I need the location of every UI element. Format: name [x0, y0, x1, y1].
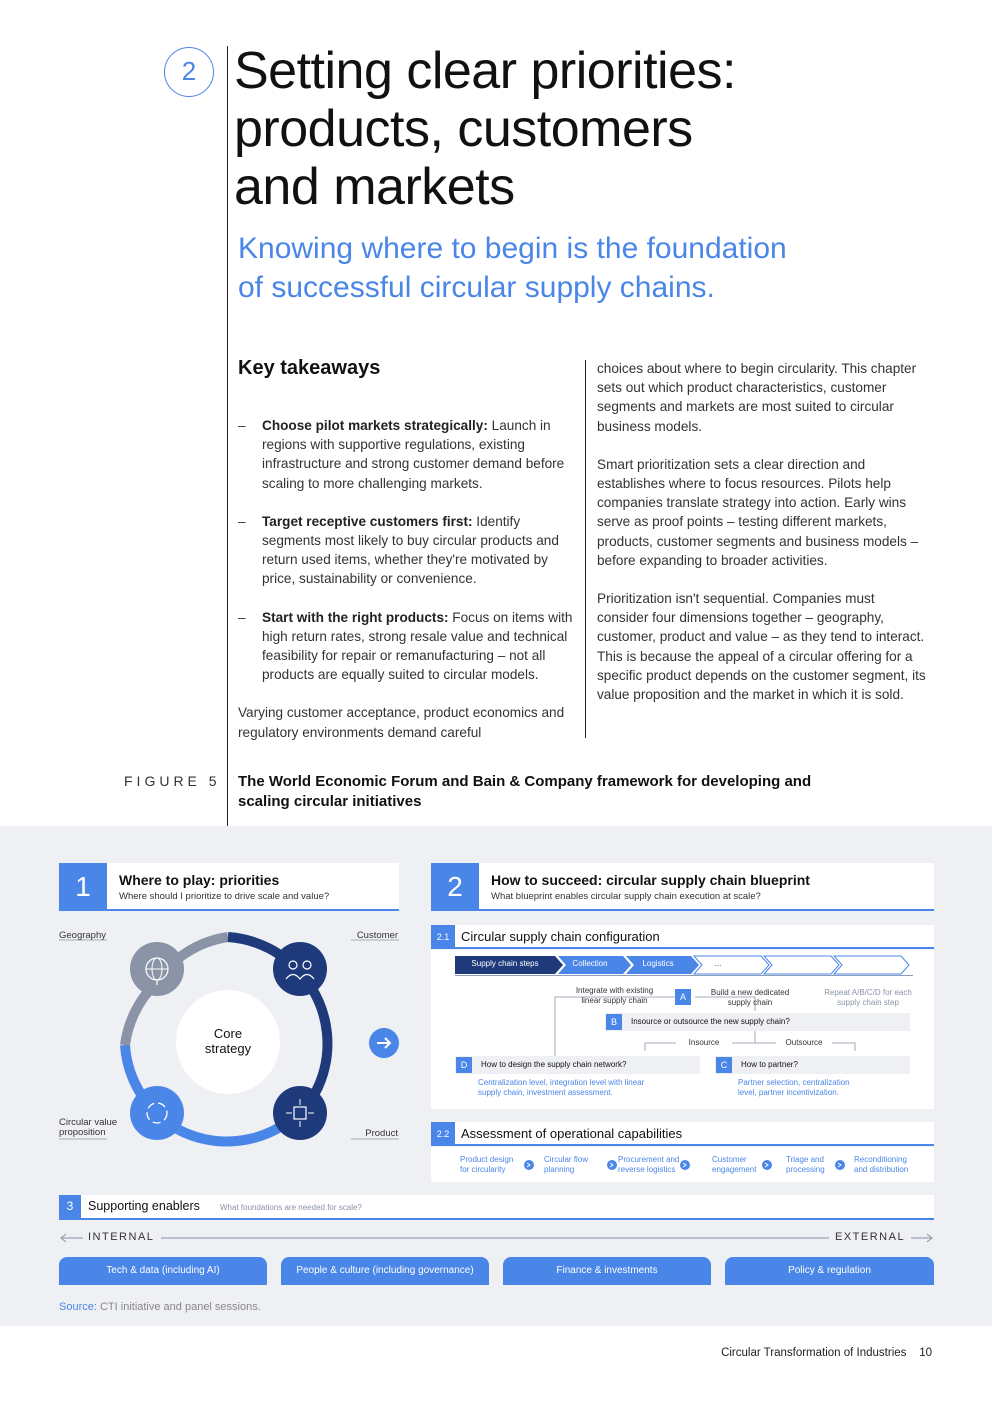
internal-label: INTERNAL: [88, 1231, 155, 1243]
step-arrow: [834, 956, 909, 974]
section-3-header: 3 Supporting enablers What foundations are needed for scale?: [59, 1195, 934, 1220]
figure-label: FIGURE 5: [124, 773, 221, 789]
capability-item: Triage and processing: [786, 1155, 825, 1174]
capability-item: Circular flow planning: [544, 1155, 589, 1174]
arrow-right-icon: [835, 1160, 845, 1170]
external-label: EXTERNAL: [835, 1231, 906, 1243]
partner-question: How to partner?: [715, 1056, 910, 1074]
option-insource: Insource: [676, 1038, 732, 1048]
source-note: Source: CTI initiative and panel sessions.: [59, 1301, 261, 1313]
step-label: Logistics: [642, 959, 674, 968]
section-1-header: 1 Where to play: priorities Where should I prioritize to drive scale and value?: [59, 863, 399, 911]
page-footer: Circular Transformation of Industries 10: [721, 1347, 932, 1359]
subsection-2-2-header: 2.2 Assessment of operational capabilities: [431, 1122, 934, 1146]
label-geography: Geography: [59, 930, 107, 941]
subsection-2-1-header: 2.1 Circular supply chain configuration: [431, 925, 934, 949]
label-value-proposition: Circular value proposition: [59, 1117, 118, 1138]
internal-external-axis: [59, 1230, 934, 1246]
key-takeaways-column: [238, 416, 578, 742]
option-build: Build a new dedicated supply chain: [710, 988, 790, 1007]
people-icon: [273, 942, 327, 996]
page-number: 10: [919, 1347, 932, 1359]
globe-icon: [130, 942, 184, 996]
step-label: Collection: [572, 959, 608, 968]
takeaway-bullet: – Start with the right products: Focus on items with high return rates, strong resale value and technical feasibility for repair or remanufacturing – not all products are equally suited to circular models.: [238, 609, 573, 683]
partner-detail: Partner selection, centralization level, partner incentivization.: [738, 1078, 850, 1097]
badge-b: B: [606, 1014, 622, 1030]
arrow-right-icon: [368, 1027, 400, 1059]
arrow-right-icon: [524, 1160, 534, 1170]
option-integrate: Integrate with existing linear supply chain: [575, 986, 654, 1005]
enabler-policy: Policy & regulation: [725, 1257, 934, 1285]
option-outsource: Outsource: [776, 1038, 832, 1048]
step-arrow: [764, 956, 839, 974]
key-takeaways-heading: Key takeaways: [238, 357, 381, 379]
takeaway-closing: Varying customer acceptance, product economics and regulatory environments demand careful: [238, 705, 565, 740]
design-detail: Centralization level, integration level with linear supply chain, investment assessment.: [478, 1078, 645, 1097]
figure-title: The World Economic Forum and Bain & Company framework for developing and scaling circular initiatives: [238, 773, 812, 810]
design-question: How to design the supply chain network?: [455, 1056, 700, 1074]
badge-a: A: [675, 989, 691, 1005]
column-divider: [585, 360, 586, 738]
label-customer: Customer: [356, 930, 398, 941]
vertical-rule: [227, 46, 228, 826]
step-label: Supply chain steps: [471, 959, 539, 968]
cycle-icon: [130, 1086, 184, 1140]
page-title: Setting clear priorities: products, customers and markets: [234, 42, 736, 216]
option-repeat: Repeat A/B/C/D for each supply chain step: [824, 988, 912, 1007]
insource-question: Insource or outsource the new supply chain?: [605, 1013, 910, 1031]
capability-item: Product design for circularity: [460, 1155, 514, 1174]
enabler-finance: Finance & investments: [503, 1257, 711, 1285]
label-product: Product: [365, 1128, 398, 1139]
page-subtitle: Knowing where to begin is the foundation of successful circular supply chains.: [238, 232, 787, 304]
badge-c: C: [716, 1057, 732, 1073]
body-column-right: choices about where to begin circularity. This chapter sets out which product characteristics, customer segments and markets are most suited to circular business models. Smart prioritization sets a clear direction and establishes where to focus resources. Pilots help companies translate strategy into action. Early wins serve as proof points – testing different markets, products, customer segments and business models – before expanding to broader activities. Prioritization isn't sequential. Companies must consider four dimensions together – geography, customer, product and value – as they tend to interact. This is because the appeal of a circular offering for a specific product depends on the customer segment, its value proposition and the market in which it is sold.: [597, 361, 926, 703]
badge-d: D: [456, 1057, 472, 1073]
takeaway-bullet: – Choose pilot markets strategically: Launch in regions with supportive regulations, existing infrastructure and strong customer demand before scaling to more challenging markets.: [238, 418, 565, 491]
capability-item: Procurement and reverse logistics: [618, 1155, 680, 1174]
enabler-tech-data: Tech & data (including AI): [59, 1257, 267, 1285]
capability-item: Reconditioning and distribution: [854, 1155, 909, 1174]
takeaway-bullet: – Target receptive customers first: Identify segments most likely to buy circular products and return used items, whether they're motivated by price, sustainability or convenience.: [238, 513, 559, 587]
core-strategy-label: Core strategy: [204, 1026, 252, 1056]
enabler-people-culture: People & culture (including governance): [281, 1257, 489, 1285]
chapter-number: 2: [164, 47, 214, 97]
section-2-header: 2 How to succeed: circular supply chain blueprint What blueprint enables circular supply chain execution at scale?: [431, 863, 934, 911]
capability-item: Customer engagement: [712, 1155, 757, 1174]
step-label: ...: [714, 959, 722, 968]
arrow-right-icon: [607, 1160, 617, 1170]
network-cube-icon: [273, 1086, 327, 1140]
